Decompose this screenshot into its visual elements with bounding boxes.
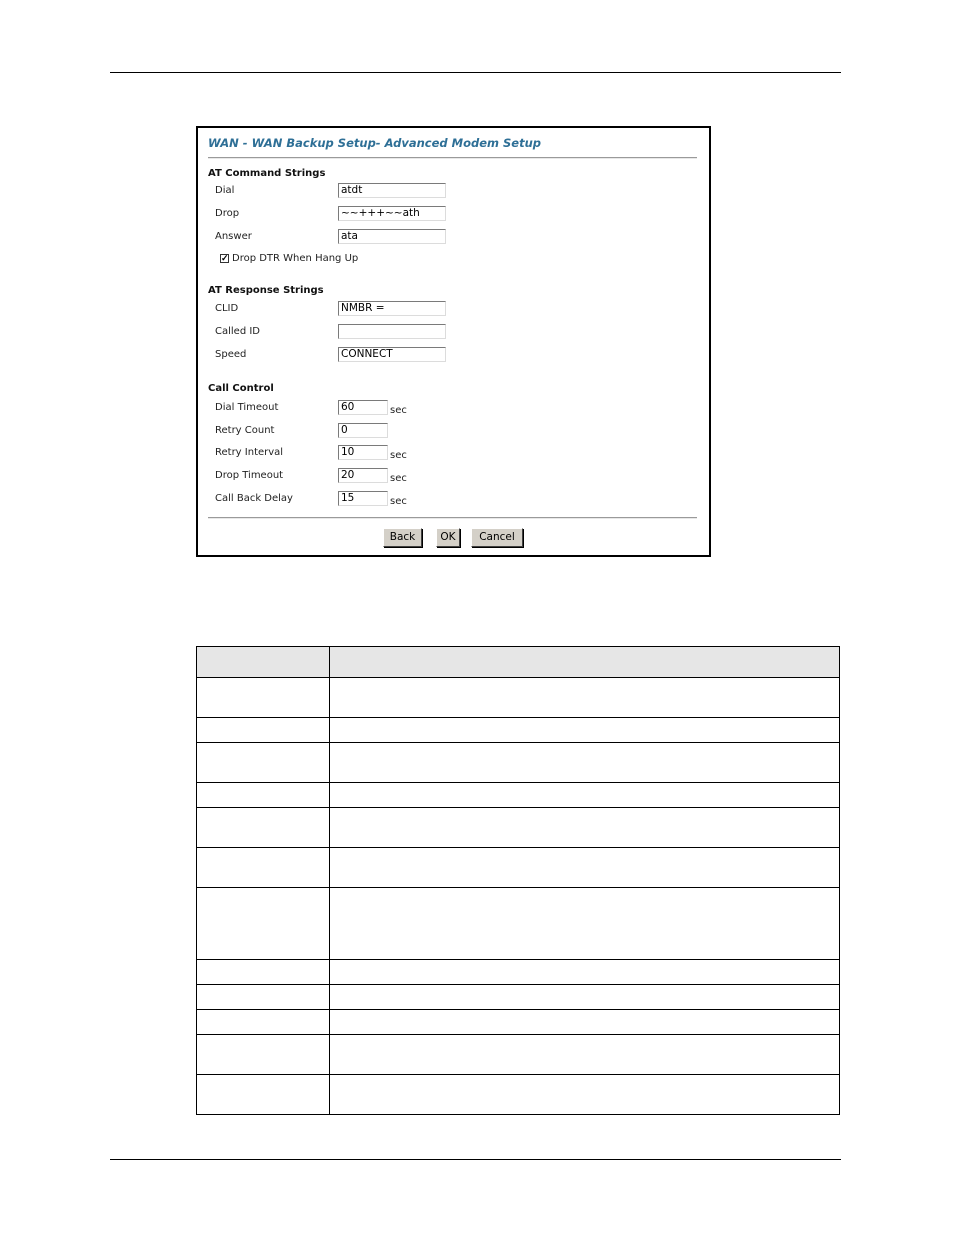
retry-interval-label: Retry Interval — [215, 447, 284, 458]
table-row — [197, 1010, 840, 1035]
table-row — [197, 808, 840, 848]
call-back-delay-input[interactable]: 15 — [338, 491, 388, 506]
table-header-row — [197, 647, 840, 678]
table-row — [197, 888, 840, 960]
retry-count-input[interactable]: 0 — [338, 423, 388, 438]
footer-rule — [110, 1159, 841, 1160]
dial-timeout-unit: sec — [390, 405, 407, 416]
clid-input[interactable]: NMBR = — [338, 301, 446, 316]
dial-timeout-label: Dial Timeout — [215, 402, 279, 413]
at-command-strings-heading: AT Command Strings — [208, 168, 326, 179]
call-control-heading: Call Control — [208, 383, 274, 394]
panel-title: WAN - WAN Backup Setup- Advanced Modem Setup — [208, 136, 542, 150]
table-row — [197, 678, 840, 718]
at-response-strings-heading: AT Response Strings — [208, 285, 324, 296]
header-rule — [110, 72, 841, 73]
table-row — [197, 1035, 840, 1075]
dial-timeout-input[interactable]: 60 — [338, 400, 388, 415]
table-row — [197, 960, 840, 985]
clid-label: CLID — [215, 303, 239, 314]
table-header-cell — [330, 647, 840, 678]
answer-label: Answer — [215, 231, 252, 242]
ok-button[interactable]: OK — [436, 528, 460, 547]
dial-label: Dial — [215, 185, 235, 196]
retry-interval-input[interactable]: 10 — [338, 445, 388, 460]
cancel-button[interactable]: Cancel — [471, 528, 523, 547]
call-back-delay-unit: sec — [390, 496, 407, 507]
called-id-input[interactable] — [338, 324, 446, 339]
table-row — [197, 848, 840, 888]
table-row — [197, 985, 840, 1010]
table-row — [197, 783, 840, 808]
drop-input[interactable]: ~~+++~~ath — [338, 206, 446, 221]
buttons-divider — [208, 517, 697, 519]
drop-timeout-input[interactable]: 20 — [338, 468, 388, 483]
retry-interval-unit: sec — [390, 450, 407, 461]
call-back-delay-label: Call Back Delay — [215, 493, 293, 504]
table-row — [197, 743, 840, 783]
drop-dtr-label: Drop DTR When Hang Up — [232, 253, 359, 264]
speed-input[interactable]: CONNECT — [338, 347, 446, 362]
drop-timeout-label: Drop Timeout — [215, 470, 284, 481]
drop-timeout-unit: sec — [390, 473, 407, 484]
table-row — [197, 718, 840, 743]
advanced-modem-setup-screenshot — [196, 126, 711, 557]
answer-input[interactable]: ata — [338, 229, 446, 244]
retry-count-label: Retry Count — [215, 425, 275, 436]
title-divider — [208, 157, 697, 159]
speed-label: Speed — [215, 349, 247, 360]
back-button[interactable]: Back — [383, 528, 422, 547]
drop-dtr-checkbox[interactable]: ✓ — [221, 253, 229, 263]
called-id-label: Called ID — [215, 326, 260, 337]
dial-input[interactable]: atdt — [338, 183, 446, 198]
drop-label: Drop — [215, 208, 240, 219]
table-row — [197, 1075, 840, 1115]
field-description-table — [196, 646, 840, 1115]
table-header-cell — [197, 647, 330, 678]
